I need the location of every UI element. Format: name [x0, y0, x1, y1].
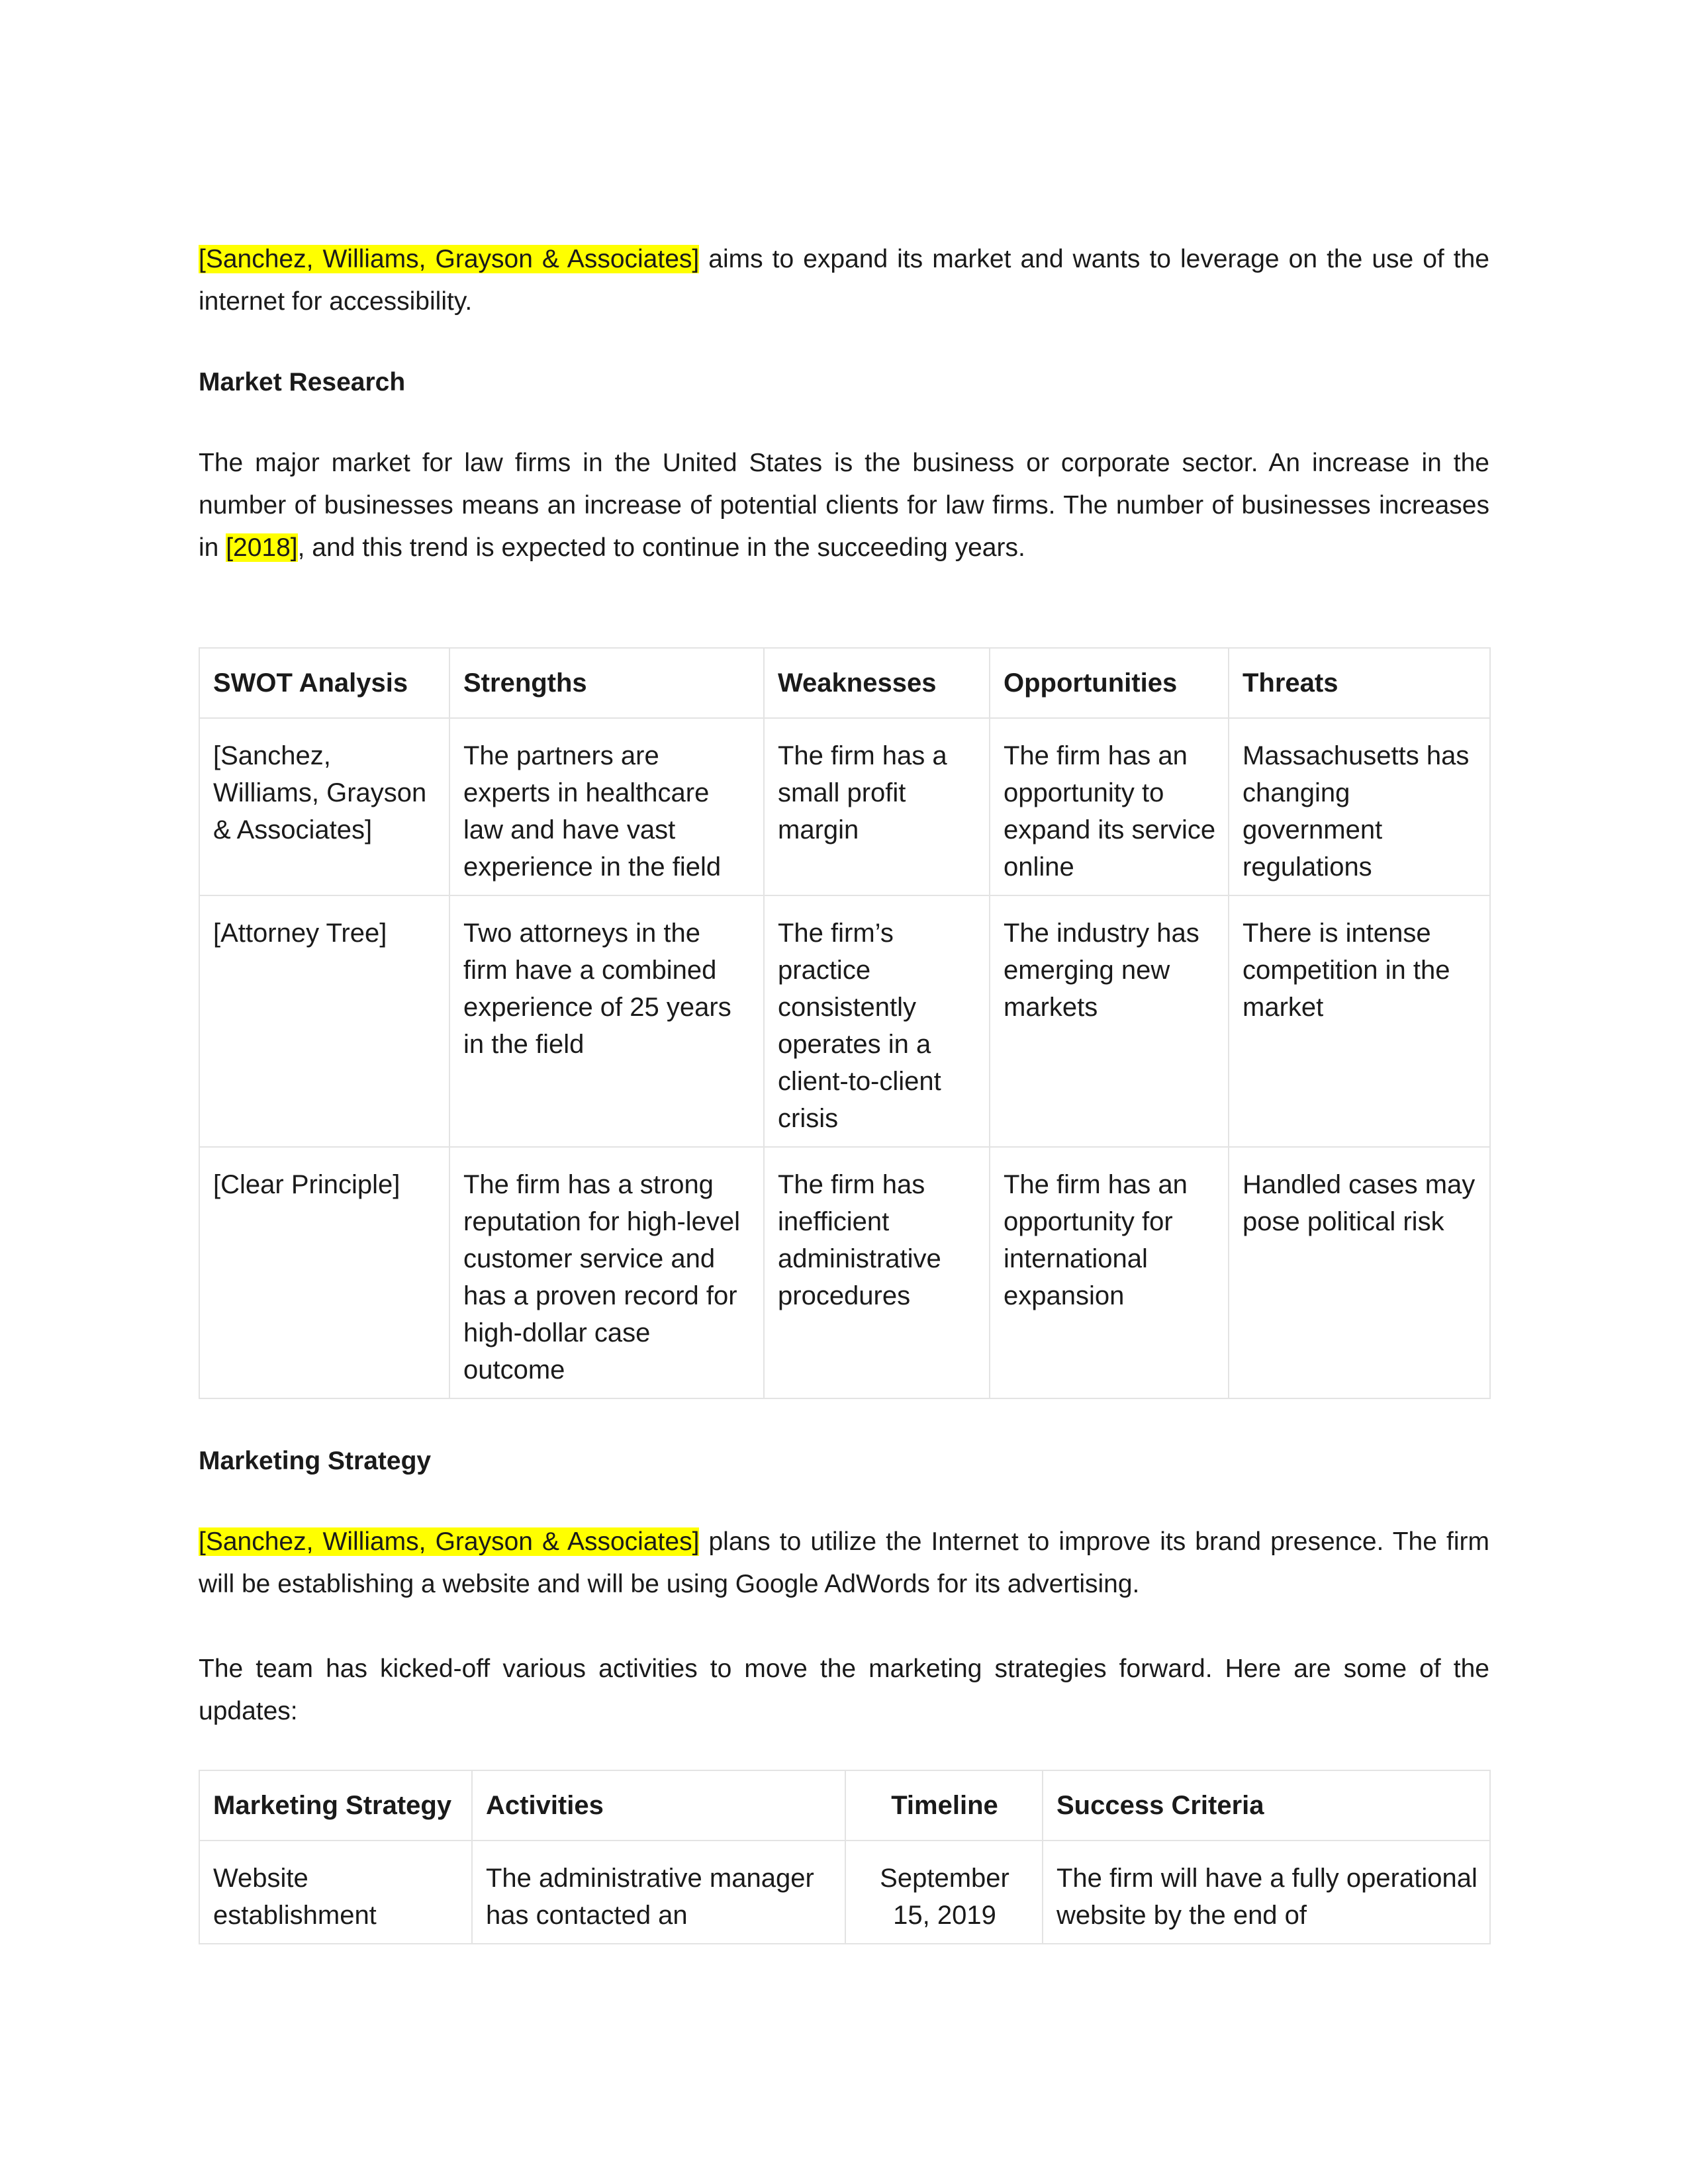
swot-row — [199, 1147, 1490, 1398]
swot-cell-opportunity: The industry has emerging new markets — [990, 895, 1229, 1147]
market-research-text-before: The major market for law firms in the United States is the business or corporate sector. An increase in the number of businesses means an increase of potential clients for law firms. The number of businesses increases in — [199, 449, 1489, 562]
swot-header-row — [199, 648, 1490, 718]
document-page — [199, 238, 1489, 1944]
strategy-row — [199, 1841, 1490, 1944]
firm-name-highlight: [Sanchez, Williams, Grayson & Associates] — [199, 245, 700, 273]
swot-row — [199, 718, 1490, 895]
swot-header-cell: Opportunities — [990, 648, 1229, 718]
intro-text: aims to expand its market and wants to leverage on the use of the internet for accessibility. — [199, 245, 1490, 316]
strategy-cell-name: Website establishment — [199, 1841, 472, 1944]
strategy-cell-timeline: September 15, 2019 — [845, 1841, 1043, 1944]
swot-cell-opportunity: The firm has an opportunity for international expansion — [990, 1147, 1229, 1398]
swot-cell-opportunity: The firm has an opportunity to expand its service online — [990, 718, 1229, 895]
marketing-strategy-text: plans to utilize the Internet to improve its brand presence. The firm will be establishing a website and will be using Google AdWords for its advertising. — [199, 1527, 1489, 1598]
swot-cell-threat: Massachusetts has changing government regulations — [1229, 718, 1490, 895]
swot-cell-strength: The partners are experts in healthcare law and have vast experience in the field — [449, 718, 764, 895]
swot-cell-firm: [Clear Principle] — [199, 1147, 449, 1398]
marketing-strategy-heading: Marketing Strategy — [199, 1447, 432, 1475]
swot-cell-weakness: The firm has a small profit margin — [764, 718, 990, 895]
swot-header-cell: Threats — [1229, 648, 1490, 718]
swot-cell-firm: [Sanchez, Williams, Grayson & Associates] — [199, 718, 449, 895]
swot-header-cell: Strengths — [449, 648, 764, 718]
strategy-cell-success-criteria: The firm will have a fully operational website by the end of — [1043, 1841, 1490, 1944]
strategy-header-cell: Marketing Strategy — [199, 1770, 472, 1841]
marketing-strategy-paragraph-2: The team has kicked-off various activities to move the marketing strategies forward. Here are some of the updates: — [199, 1655, 1489, 1725]
swot-cell-strength: Two attorneys in the firm have a combined experience of 25 years in the field — [449, 895, 764, 1147]
swot-table — [199, 647, 1491, 1399]
marketing-strategy-paragraph-1 — [199, 1521, 1489, 1606]
swot-cell-firm: [Attorney Tree] — [199, 895, 449, 1147]
swot-cell-threat: There is intense competition in the market — [1229, 895, 1490, 1147]
strategy-table — [199, 1770, 1491, 1944]
swot-cell-strength: The firm has a strong reputation for high-level customer service and has a proven record for high-dollar case outcome — [449, 1147, 764, 1398]
year-highlight: [2018] — [226, 533, 298, 562]
market-research-heading: Market Research — [199, 368, 406, 396]
intro-paragraph — [199, 238, 1489, 323]
swot-cell-weakness: The firm has inefficient administrative procedures — [764, 1147, 990, 1398]
strategy-header-cell: Timeline — [845, 1770, 1043, 1841]
market-research-text-after: , and this trend is expected to continue in the succeeding years. — [297, 533, 1025, 562]
market-research-paragraph — [199, 442, 1489, 569]
strategy-header-cell: Success Criteria — [1043, 1770, 1490, 1841]
swot-cell-weakness: The firm’s practice consistently operates in a client-to-client crisis — [764, 895, 990, 1147]
firm-name-highlight: [Sanchez, Williams, Grayson & Associates] — [199, 1527, 700, 1556]
strategy-header-cell: Activities — [472, 1770, 845, 1841]
swot-cell-threat: Handled cases may pose political risk — [1229, 1147, 1490, 1398]
strategy-header-row — [199, 1770, 1490, 1841]
strategy-cell-activities: The administrative manager has contacted an — [472, 1841, 845, 1944]
swot-header-cell: Weaknesses — [764, 648, 990, 718]
swot-row — [199, 895, 1490, 1147]
swot-header-cell: SWOT Analysis — [199, 648, 449, 718]
